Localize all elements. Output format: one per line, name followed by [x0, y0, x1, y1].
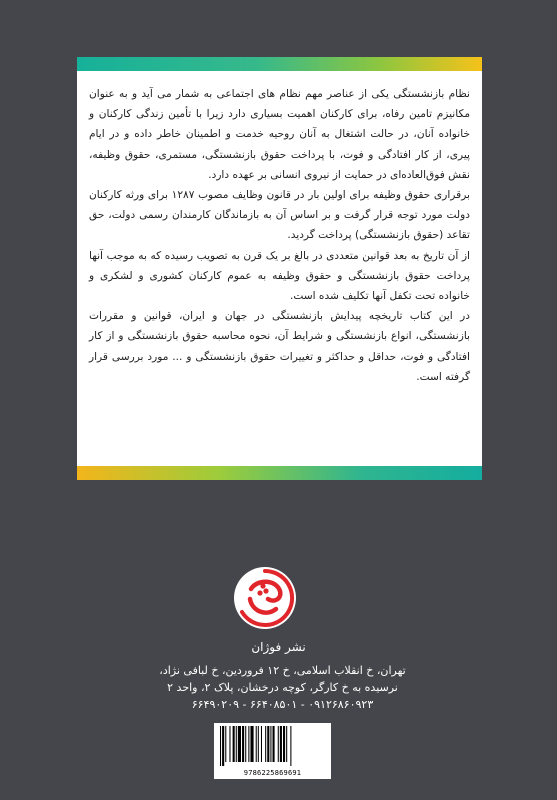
top-color-stripe — [77, 57, 482, 71]
bottom-color-stripe — [77, 466, 482, 480]
publisher-logo-icon — [232, 565, 298, 631]
publisher-name: نشر فوژان — [251, 640, 306, 654]
blurb-text — [89, 84, 470, 387]
address-line-1: تهران، خ انقلاب اسلامی، خ ۱۲ فروردین، خ لبافی نژاد، — [159, 664, 406, 677]
publisher-address — [80, 662, 485, 713]
barcode-icon — [220, 726, 325, 766]
blurb-panel — [77, 57, 482, 480]
isbn-number: 9786225869691 — [243, 769, 302, 777]
isbn-barcode — [214, 723, 331, 779]
blurb-paragraph-1: نظام بازنشستگی یکی از عناصر مهم نظام های اجتماعی به شمار می آید و به عنوان مکانیزم تامین رفاه، برای کارکنان اهمیت بسیاری دارد زیرا با تأمین زندگی کارکنان و خانواده آنان، در حالت اشتغال به آنان روحیه خدمت و اطمینان خاطر داده و در ایام پیری، از کار افتادگی و فوت، با پرداخت حقوق بازنشستگی، مستمری، حقوق وظیفه، نقش فوق‌العاده‌ای در حمایت از نیروی انسانی بر عهده دارد. — [89, 88, 470, 181]
blurb-paragraph-2: برقراری حقوق وظیفه برای اولین بار در قانون وظایف مصوب ۱۲۸۷ برای ورثه کارکنان دولت مورد توجه قرار گرفت و بر اساس آن به بازماندگان کارمندان رسمی دولت، حق تقاعد (حقوق بازنشستگی) پرداخت گردید. — [89, 189, 470, 242]
phone-numbers: ۰۹۱۲۶۸۶۰۹۲۳ - ۶۶۴۰۸۵۰۱ - ۶۶۴۹۰۲۰۹ — [191, 698, 374, 711]
blurb-paragraph-3: از آن تاریخ به بعد قوانین متعددی در بالغ بر یک قرن به تصویب رسیده که به موجب آنها پرداخت حقوق بازنشستگی و حقوق وظیفه به عموم کارکنان کشوری و لشکری و خانواده تحت تکفل آنها تکلیف شده است. — [89, 249, 470, 303]
blurb-paragraph-4: در این کتاب تاریخچه پیدایش بازنشستگی در جهان و ایران، قوانین و مقررات بازنشستگی، انواع بازنشستگی و شرایط آن، نحوه محاسبه حقوق بازنشستگی و از کار افتادگی و فوت، حداقل و حداکثر و تغییرات حقوق بازنشستگی و ... مورد بررسی قرار گرفته است. — [89, 310, 470, 383]
address-line-2: نرسیده به خ کارگر، کوچه درخشان، پلاک ۲، واحد ۲ — [167, 681, 398, 694]
publisher-logo — [232, 565, 298, 631]
